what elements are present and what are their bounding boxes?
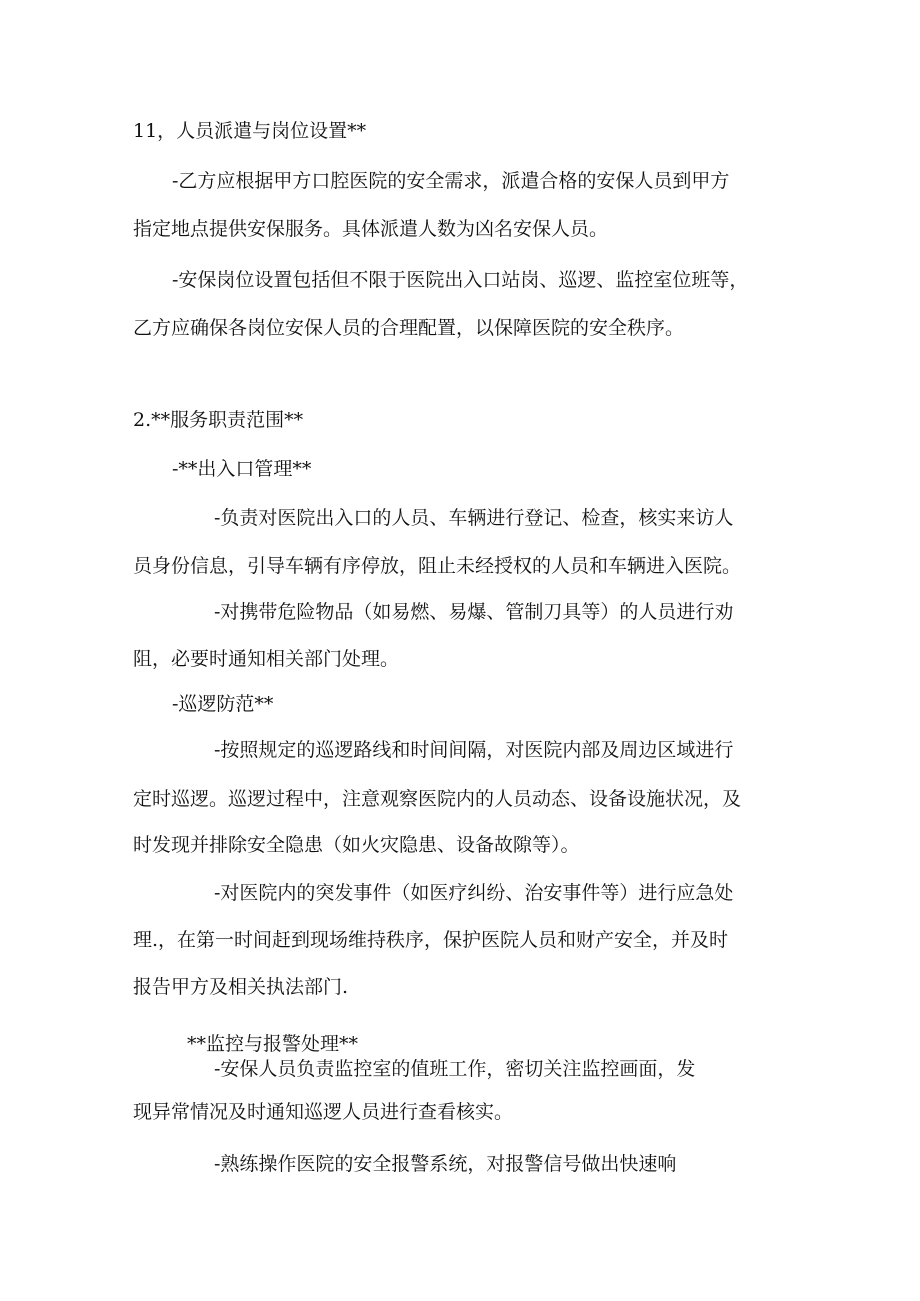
patrol-item-1-line-3: 时发现并排除安全隐患（如火灾隐患、设备故隙等）。 (133, 834, 580, 856)
section-1-heading: 11，人员派遣与岗位设置** (133, 120, 367, 142)
monitoring-item-2-line-1: -熟练操作医院的安全报警系统，对报警信号做出快速响 (214, 1153, 677, 1175)
subsection-patrol-title: -巡逻防范** (172, 693, 274, 715)
entrance-item-1-line-1: -负责对医院出入口的人员、车辆进行登记、检查，核实来访人 (214, 507, 734, 529)
subsection-monitoring-title: **监控与报警处理** (187, 1033, 359, 1055)
patrol-item-1-line-1: -按照规定的巡逻路线和时间间隔，对医院内部及周边区域进行 (214, 739, 734, 761)
section-2-heading: 2.**服务职责范围** (133, 409, 304, 431)
section-1-para-1-line-2: 指定地点提供安保服务。具体派遣人数为凶名安保人员。 (133, 218, 609, 240)
patrol-item-2-line-3: 报告甲方及相关执法部门. (133, 976, 349, 998)
entrance-item-2-line-1: -对携带危险物品（如易燃、易爆、管制刀具等）的人员进行劝 (214, 601, 734, 623)
entrance-item-1-line-2: 员身份信息，引导车辆有序停放，阻止未经授权的人员和车辆进入医院。 (133, 555, 742, 577)
section-1-para-1-line-1: -乙方应根据甲方口腔医院的安全需求，派遣合格的安保人员到甲方 (172, 170, 730, 192)
patrol-item-2-line-1: -对医院内的突发事件（如医疗纠纷、治安事件等）进行应急处 (214, 882, 734, 904)
patrol-item-1-line-2: 定时巡逻。巡逻过程中，注意观察医院内的人员动态、设备设施状况，及 (133, 788, 742, 810)
subsection-entrance-title: -**出入口管理** (172, 458, 312, 480)
monitoring-item-1-line-2: 现异常情况及时通知巡逻人员进行查看核实。 (133, 1101, 514, 1123)
patrol-item-2-line-2: 理.，在第一时间赶到现场维持秩序，保护医院人员和财产安全，并及时 (133, 929, 729, 951)
entrance-item-2-line-2: 阻，必要时通知相关部门处理。 (133, 648, 400, 670)
section-1-para-2-line-1: -安保岗位设置包括但不限于医院出入口站岗、巡逻、监控室位班等， (172, 269, 749, 291)
monitoring-item-1-line-1: -安保人员负责监控室的值班工作，密切关注监控画面，发 (214, 1058, 696, 1080)
section-1-para-2-line-2: 乙方应确保各岗位安保人员的合理配置，以保障医院的安全秩序。 (133, 317, 685, 339)
